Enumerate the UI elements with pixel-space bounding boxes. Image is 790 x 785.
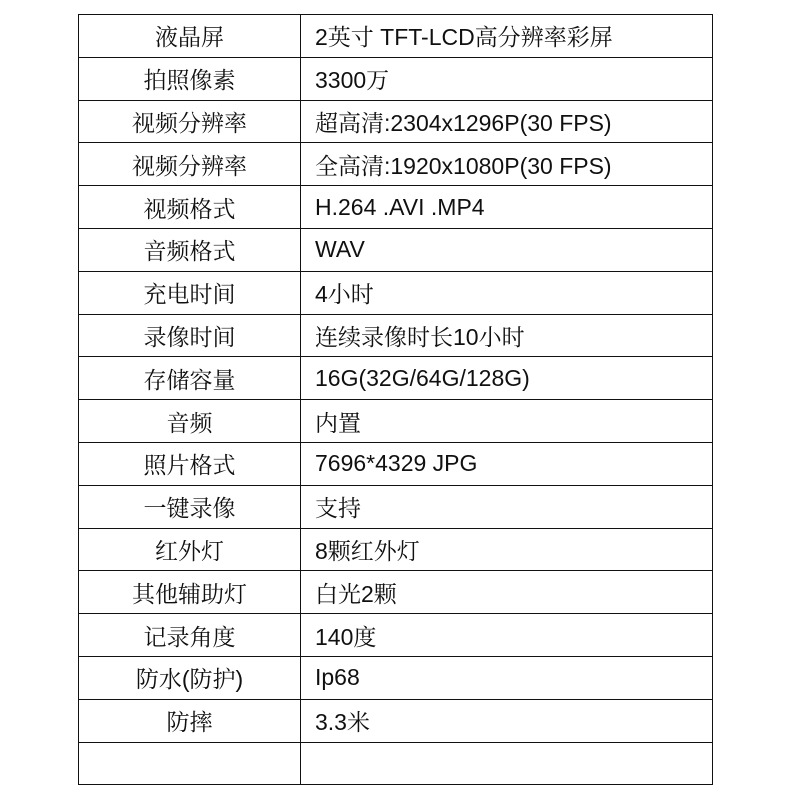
table-row [79, 186, 713, 229]
table-row [79, 442, 713, 485]
table-row [79, 314, 713, 357]
spec-label: 液晶屏 [79, 15, 301, 58]
spec-value: WAV [301, 228, 713, 271]
spec-label: 视频分辨率 [79, 100, 301, 143]
spec-label: 录像时间 [79, 314, 301, 357]
spec-value: 16G(32G/64G/128G) [301, 357, 713, 400]
table-row [79, 699, 713, 742]
spec-value: 140度 [301, 614, 713, 657]
spec-value: 2英寸 TFT-LCD高分辨率彩屏 [301, 15, 713, 58]
table-row [79, 742, 713, 785]
spec-label [79, 742, 301, 785]
spec-value: 3.3米 [301, 699, 713, 742]
spec-value: 4小时 [301, 271, 713, 314]
table-row [79, 143, 713, 186]
spec-label: 防水(防护) [79, 656, 301, 699]
spec-label: 音频格式 [79, 228, 301, 271]
spec-value: 超高清:2304x1296P(30 FPS) [301, 100, 713, 143]
spec-label: 其他辅助灯 [79, 571, 301, 614]
table-row [79, 15, 713, 58]
table-row [79, 100, 713, 143]
spec-label: 红外灯 [79, 528, 301, 571]
table-row [79, 528, 713, 571]
table-row [79, 271, 713, 314]
spec-label: 防摔 [79, 699, 301, 742]
spec-value: H.264 .AVI .MP4 [301, 186, 713, 229]
table-row [79, 357, 713, 400]
spec-label: 视频格式 [79, 186, 301, 229]
spec-label: 一键录像 [79, 485, 301, 528]
table-row [79, 228, 713, 271]
table-body [79, 15, 713, 785]
spec-label: 拍照像素 [79, 57, 301, 100]
table-row [79, 614, 713, 657]
spec-value: 3300万 [301, 57, 713, 100]
spec-label: 音频 [79, 400, 301, 443]
spec-value: 全高清:1920x1080P(30 FPS) [301, 143, 713, 186]
spec-label: 充电时间 [79, 271, 301, 314]
spec-value: 内置 [301, 400, 713, 443]
spec-label: 照片格式 [79, 442, 301, 485]
spec-value: 支持 [301, 485, 713, 528]
specification-table [78, 14, 713, 785]
spec-value: Ip68 [301, 656, 713, 699]
table-row [79, 400, 713, 443]
spec-value: 8颗红外灯 [301, 528, 713, 571]
table-row [79, 656, 713, 699]
table-row [79, 57, 713, 100]
table-row [79, 485, 713, 528]
spec-value: 连续录像时长10小时 [301, 314, 713, 357]
spec-label: 视频分辨率 [79, 143, 301, 186]
spec-label: 存储容量 [79, 357, 301, 400]
spec-value [301, 742, 713, 785]
spec-label: 记录角度 [79, 614, 301, 657]
table-row [79, 571, 713, 614]
spec-value: 白光2颗 [301, 571, 713, 614]
spec-value: 7696*4329 JPG [301, 442, 713, 485]
